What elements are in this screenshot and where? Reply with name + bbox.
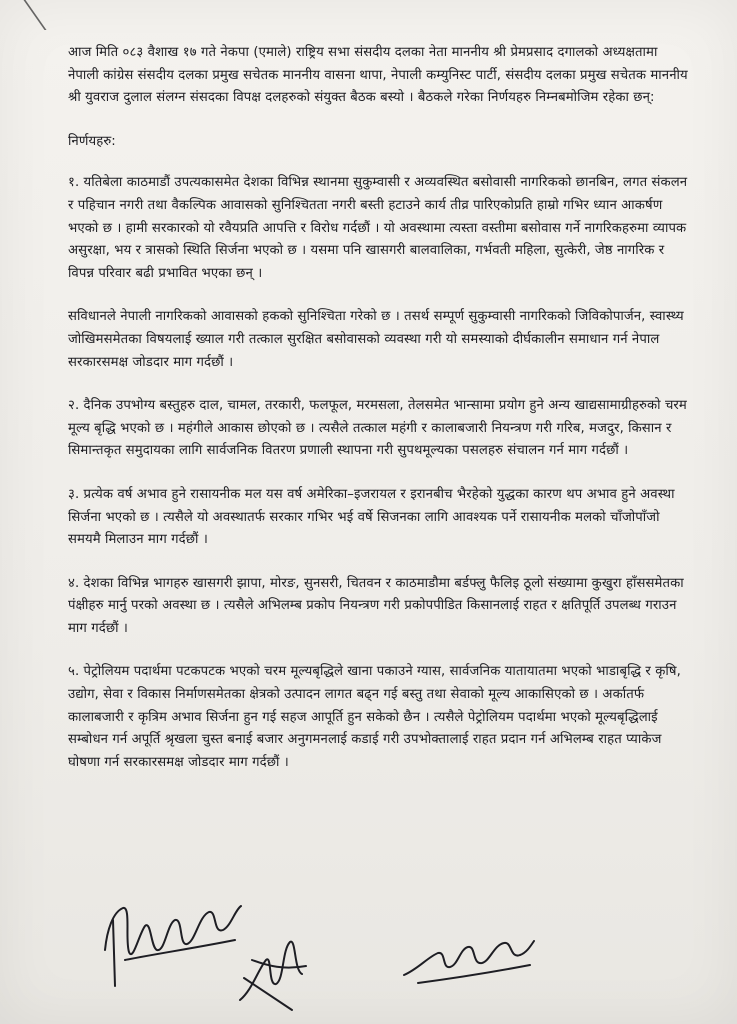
- signature-area: [0, 890, 737, 1024]
- decision-3-paragraph: ३. प्रत्येक वर्ष अभाव हुने रासायनीक मल यस वर्ष अमेरिका–इजरायल र इरानबीच भैरहेको युद्धका कारण थप अभाव हुने अवस्था सिर्जना भएको छ । त्यसैले यो अवस्थातर्फ सरकार गभिर भई वर्षे सिजनका लागि आवश्यक पर्ने रासायनीक मलको चाँजोपाँजो समयमै मिलाउन माग गर्दछौं ।: [68, 486, 675, 548]
- decision-5-paragraph: ५. पेट्रोलियम पदार्थमा पटकपटक भएको चरम मूल्यबृद्धिले खाना पकाउने ग्यास, सार्वजनिक यातायातमा भएको भाडाबृद्धि र कृषि, उद्योग, सेवा र विकास निर्माणसमेतका क्षेत्रको उत्पादन लागत बढ्न गई बस्तु तथा सेवाको मूल्य आकासिएको छ । अर्कातर्फ कालाबजारी र कृत्रिम अभाव सिर्जना हुन गई सहज आपूर्ति हुन सकेको छैन । त्यसैले पेट्रोलियम पदार्थमा भएको मूल्यबृद्धिलाई सम्बोधन गर्न अपूर्ति श्रृखला चुस्त बनाई बजार अनुगमनलाई कडाई गरी उपभोक्तालाई राहत प्रदान गर्न अभिलम्ब राहत प्याकेज घोषणा गर्न सरकारसमक्ष जोडदार माग गर्दछौं ।: [68, 664, 681, 770]
- signature-2-icon: [232, 930, 312, 1020]
- decision-1-paragraph: १. यतिबेला काठमाडौं उपत्यकासमेत देशका विभिन्न स्थानमा सुकुम्वासी र अव्यवस्थित बसोवासी नागरिकको छानबिन, लगत संकलन र पहिचान नगरी तथा वैकल्पिक आवासको सुनिश्चितता नगरी बस्ती हटाउने कार्य तीव्र पारिएकोप्रति हाम्रो गभिर ध्यान आकर्षण भएको छ । हामी सरकारको यो रवैयप्रति आपत्ति र विरोध गर्दछौं । यो अवस्थामा त्यस्ता वस्तीमा बसोवास गर्ने नागरिकहरुमा व्यापक असुरक्षा, भय र त्रासको स्थिति सिर्जना भएको छ । यसमा पनि खासगरी बालवालिका, गर्भवती महिला, सुत्केरी, जेष्ठ नागरिक र विपन्न परिवार बढी प्रभावित भएका छन् ।: [68, 175, 688, 281]
- page-fold-mark: [23, 0, 72, 30]
- decisions-heading: निर्णयहरु:: [68, 133, 116, 149]
- statement-body: [68, 42, 688, 795]
- decision-4-paragraph: ४. देशका विभिन्न भागहरु खासगरी झापा, मोरङ, सुनसरी, चितवन र काठमाडौमा बर्डफ्लु फैलिइ ठूलो संख्यामा कुखुरा हाँससमेतका पंक्षीहरु मार्नु परको अवस्था छ । त्यसैले अभिलम्ब प्रकोप नियन्त्रण गरी प्रकोपपीडित किसानलाई राहत र क्षतिपूर्ति उपलब्ध गराउन माग गर्दछौं ।: [68, 575, 684, 636]
- decision-2-paragraph: २. दैनिक उपभोग्य बस्तुहरु दाल, चामल, तरकारी, फलफूल, मरमसला, तेलसमेत भान्सामा प्रयोग हुने अन्य खाद्यसामाग्रीहरुको चरम मूल्य बृद्धि भएको छ । महंगीले आकास छोएको छ । त्यसैले तत्काल महंगी र कालाबजारी नियन्त्रण गरी गरिब, मजदुर, किसान र सिमान्तकृत समुदायका लागि सार्वजनिक वितरण प्रणाली स्थापना गरी सुपथमूल्यका पसलहरु संचालन गर्न माग गर्दछौं ।: [68, 398, 687, 459]
- signature-1-icon: [95, 890, 245, 990]
- intro-paragraph: आज मिति ०८३ वैशाख १७ गते नेकपा (एमाले) राष्ट्रिय सभा संसदीय दलका नेता माननीय श्री प्रेमप्रसाद दगालको अध्यक्षतामा नेपाली कांग्रेस संसदीय दलका प्रमुख सचेतक माननीय वासना थापा, नेपाली कम्युनिस्ट पार्टी, संसदीय दलका प्रमुख सचेतक माननीय श्री युवराज दुलाल संलग्न संसदका विपक्ष दलहरुको संयुक्त बैठक बस्यो । बैठकले गरेका निर्णयहरु निम्नबमोजिम रहेका छन्:: [68, 45, 688, 106]
- signature-3-icon: [398, 935, 538, 995]
- decision-1-continuation-paragraph: सविधानले नेपाली नागरिकको आवासको हकको सुनिश्चिता गरेको छ । तसर्थ सम्पूर्ण सुकुम्वासी नागरिकको जिविकोपार्जन, स्वास्थ्य जोखिमसमेतका विषयलाई ख्याल गरी तत्काल सुरक्षित बसोवासको व्यवस्था गरी यो समस्याको दीर्घकालीन समाधान गर्न नेपाल सरकारसमक्ष जोडदार माग गर्दछौं ।: [68, 309, 684, 370]
